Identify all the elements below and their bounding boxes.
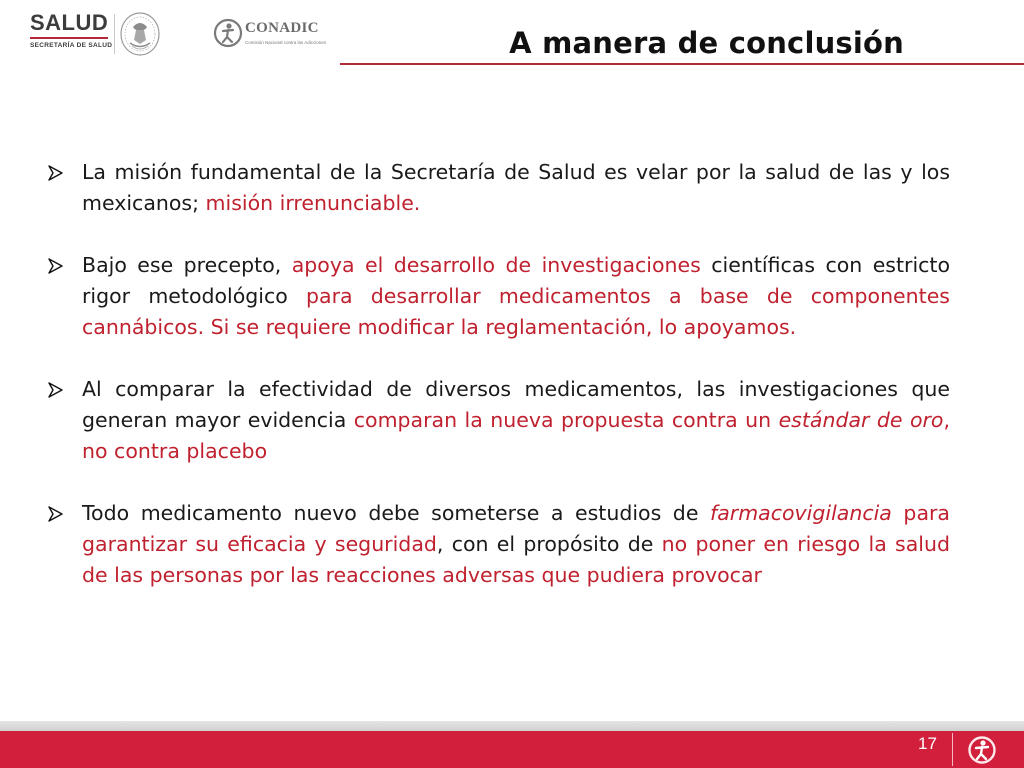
bullet-text-segment: , con el propósito de <box>436 532 662 556</box>
bullet-list <box>48 157 950 622</box>
page-title: A manera de conclusión <box>509 26 904 60</box>
seal-icon <box>118 10 162 58</box>
footer-gray-band <box>0 721 1024 731</box>
bullet-text-segment: no poner en riesgo la salud de las personas por las reacciones adversas que pudiera provocar <box>82 532 951 587</box>
salud-logo <box>30 12 112 56</box>
bullet-text-segment: apoya el desarrollo de investigaciones <box>291 253 701 277</box>
bullet-item <box>48 157 950 219</box>
bullet-text-segment: La misión fundamental de la Secretaría de Salud es velar por la salud de las y los mexicanos; <box>82 160 950 215</box>
bullet-text-segment: comparan la nueva propuesta contra un <box>353 408 779 432</box>
bullet-text-segment: Bajo ese precepto, <box>82 253 292 277</box>
arrow-bullet-icon <box>48 382 64 398</box>
bullet-text-segment: científicas con estricto rigor metodológico <box>82 253 950 308</box>
conadic-figure-icon <box>966 735 998 765</box>
bullet-text-segment: misión irrenunciable. <box>205 191 421 215</box>
conadic-logo-word: CONADIC <box>245 20 319 36</box>
bullet-text-segment: farmacovigilancia <box>710 501 892 525</box>
bullet-text-segment: Al comparar la efectividad de diversos medicamentos, las investigaciones que generan mayor evidencia <box>82 377 950 432</box>
bullet-item <box>48 374 950 467</box>
salud-logo-subtitle: SECRETARÍA DE SALUD <box>30 42 113 49</box>
bullet-text-segment: estándar de oro <box>778 408 944 432</box>
conadic-logo <box>213 16 327 56</box>
bullet-item <box>48 250 950 343</box>
logo-divider <box>114 14 115 54</box>
conadic-logo-subtitle: Comisión Nacional contra las Adicciones <box>245 40 327 45</box>
conadic-mark-icon <box>213 18 243 48</box>
arrow-bullet-icon <box>48 506 64 522</box>
bullet-text-segment: para garantizar su eficacia y seguridad <box>82 501 950 556</box>
bullet-item <box>48 498 950 591</box>
salud-logo-rule <box>30 37 108 39</box>
footer-red-band <box>0 731 1024 768</box>
arrow-bullet-icon <box>48 258 64 274</box>
bullet-text-segment: , no contra placebo <box>82 408 951 463</box>
arrow-bullet-icon <box>48 165 64 181</box>
salud-logo-word: SALUD <box>30 10 109 35</box>
bullet-text-segment: para desarrollar medicamentos a base de componentes cannábicos. Si se requiere modificar la reglamentación, lo apoyamos. <box>82 284 950 339</box>
title-underline <box>340 63 1024 65</box>
page-number: 17 <box>918 734 937 753</box>
footer-divider <box>952 733 953 766</box>
bullet-text-segment: Todo medicamento nuevo debe someterse a estudios de <box>82 501 710 525</box>
